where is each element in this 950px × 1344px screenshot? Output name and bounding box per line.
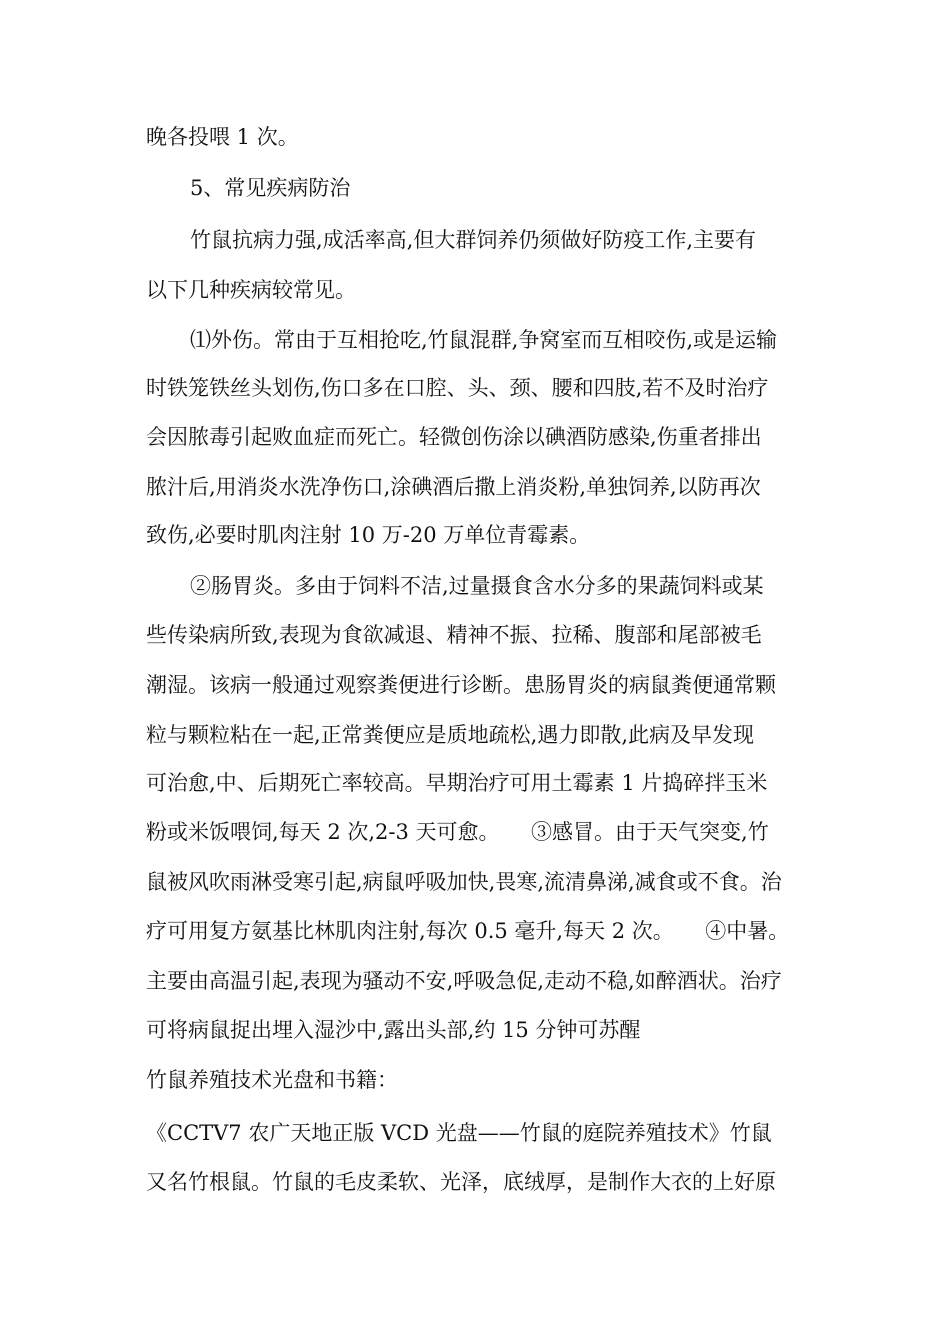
- text-line: 竹鼠抗病力强,成活率高,但大群饲养仍须做好防疫工作,主要有: [190, 228, 757, 252]
- text-line: 粉或米饭喂饲,每天 2 次,2-3 天可愈。 ③感冒。由于天气突变,竹: [146, 820, 769, 844]
- text-line: 又名竹根鼠。竹鼠的毛皮柔软、光泽，底绒厚，是制作大衣的上好原: [146, 1170, 776, 1194]
- text-line: 《CCTV7 农广天地正版 VCD 光盘——竹鼠的庭院养殖技术》竹鼠: [146, 1121, 772, 1145]
- section-heading: 5、常见疾病防治: [190, 176, 351, 200]
- text-line: 潮湿。该病一般通过观察粪便进行诊断。患肠胃炎的病鼠粪便通常颗: [146, 673, 776, 697]
- text-line: 疗可用复方氨基比林肌肉注射,每次 0.5 毫升,每天 2 次。 ④中暑。: [146, 919, 790, 943]
- text-line: 主要由高温引起,表现为骚动不安,呼吸急促,走动不稳,如醉酒状。治疗: [146, 969, 782, 993]
- text-line: 会因脓毒引起败血症而死亡。轻微创伤涂以碘酒防感染,伤重者排出: [146, 425, 762, 449]
- text-line: 脓汁后,用消炎水洗净伤口,涂碘酒后撒上消炎粉,单独饲养,以防再次: [146, 475, 761, 499]
- text-line: ⑴外伤。常由于互相抢吃,竹鼠混群,争窝室而互相咬伤,或是运输: [190, 328, 778, 352]
- text-line: 竹鼠养殖技术光盘和书籍：: [146, 1068, 398, 1092]
- text-line: ②肠胃炎。多由于饲料不洁,过量摄食含水分多的果蔬饲料或某: [190, 574, 764, 598]
- text-line: 些传染病所致,表现为食欲减退、精神不振、拉稀、腹部和尾部被毛: [146, 623, 762, 647]
- text-line: 晚各投喂 1 次。: [146, 125, 299, 149]
- text-line: 粒与颗粒粘在一起,正常粪便应是质地疏松,遇力即散,此病及早发现: [146, 723, 755, 747]
- text-line: 鼠被风吹雨淋受寒引起,病鼠呼吸加快,畏寒,流清鼻涕,减食或不食。治: [146, 870, 782, 894]
- text-line: 致伤,必要时肌肉注射 10 万-20 万单位青霉素。: [146, 523, 591, 547]
- text-line: 时铁笼铁丝头划伤,伤口多在口腔、头、颈、腰和四肢,若不及时治疗: [146, 376, 769, 400]
- text-line: 可将病鼠捉出埋入湿沙中,露出头部,约 15 分钟可苏醒: [146, 1018, 641, 1042]
- text-line: 可治愈,中、后期死亡率较高。早期治疗可用土霉素 1 片捣碎拌玉米: [146, 771, 768, 795]
- text-line: 以下几种疾病较常见。: [146, 278, 356, 302]
